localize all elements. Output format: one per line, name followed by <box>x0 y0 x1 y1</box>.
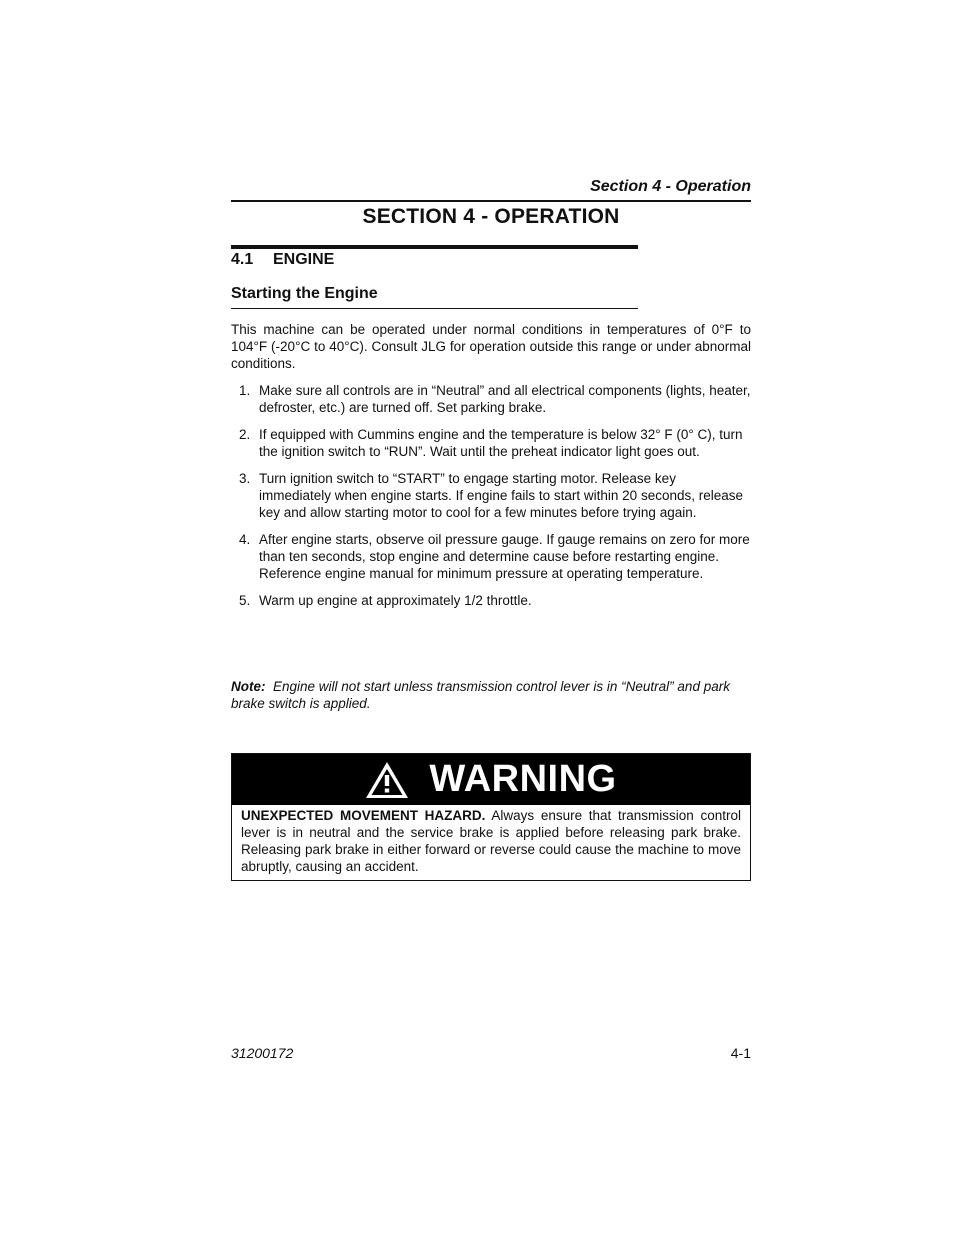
manual-page <box>231 0 751 1235</box>
step-number: 1. <box>239 383 251 398</box>
subsection-heading <box>231 251 334 269</box>
list-item <box>231 426 751 460</box>
subsection-number: 4.1 <box>231 251 254 268</box>
warning-triangle-icon <box>365 761 409 799</box>
doc-number: 31200172 <box>231 1045 294 1061</box>
steps-list <box>231 382 751 619</box>
warning-text <box>232 805 750 875</box>
intro-paragraph: This machine can be operated under normal conditions in temperatures of 0°F to 104°F (-20°C to 40°C). Consult JLG for operation outside this range or under abnormal conditions. <box>231 322 751 371</box>
warning-body: Always ensure that transmission control lever is in neutral and the service brake is applied before releasing park brake. Releasing park brake in either forward or reverse could cause the machine to move abruptly, causing an accident. <box>241 808 741 874</box>
list-item <box>231 592 751 609</box>
warning-hazard: UNEXPECTED MOVEMENT HAZARD. <box>241 808 486 823</box>
step-number: 4. <box>239 532 251 547</box>
list-item <box>231 531 751 582</box>
step-number: 5. <box>239 593 251 608</box>
step-text: After engine starts, observe oil pressure gauge. If gauge remains on zero for more than ten seconds, stop engine and determine cause before restarting engine. Reference engine manual for minimum pressure at operating temperature. <box>259 532 750 581</box>
subheading-rule <box>231 308 638 309</box>
running-header: Section 4 - Operation <box>590 178 751 195</box>
note-text: Engine will not start unless transmission control lever is in “Neutral” and park brake switch is applied. <box>231 679 730 711</box>
section-title: SECTION 4 - OPERATION <box>362 205 620 228</box>
subheading: Starting the Engine <box>231 285 378 302</box>
step-number: 2. <box>239 427 251 442</box>
warning-box <box>231 753 751 881</box>
list-item <box>231 470 751 521</box>
list-item <box>231 382 751 416</box>
step-text: Turn ignition switch to “START” to engage starting motor. Release key immediately when engine starts. If engine fails to start within 20 seconds, release key and allow starting motor to cool for a few minutes before trying again. <box>259 471 744 520</box>
note-label: Note: <box>231 679 266 694</box>
section-rule <box>231 245 638 249</box>
step-text: Make sure all controls are in “Neutral” and all electrical components (lights, heater, defroster, etc.) are turned off. Set parking brake. <box>259 383 751 415</box>
warning-title: WARNING <box>429 758 617 800</box>
subsection-title: ENGINE <box>273 251 335 268</box>
step-number: 3. <box>239 471 251 486</box>
step-text: Warm up engine at approximately 1/2 throttle. <box>259 593 532 608</box>
header-rule <box>231 200 751 202</box>
page-number: 4-1 <box>730 1045 751 1061</box>
step-text: If equipped with Cummins engine and the temperature is below 32° F (0° C), turn the ignition switch to “RUN”. Wait until the preheat indicator light goes out. <box>259 427 743 459</box>
note <box>231 678 751 712</box>
warning-banner <box>232 754 750 805</box>
